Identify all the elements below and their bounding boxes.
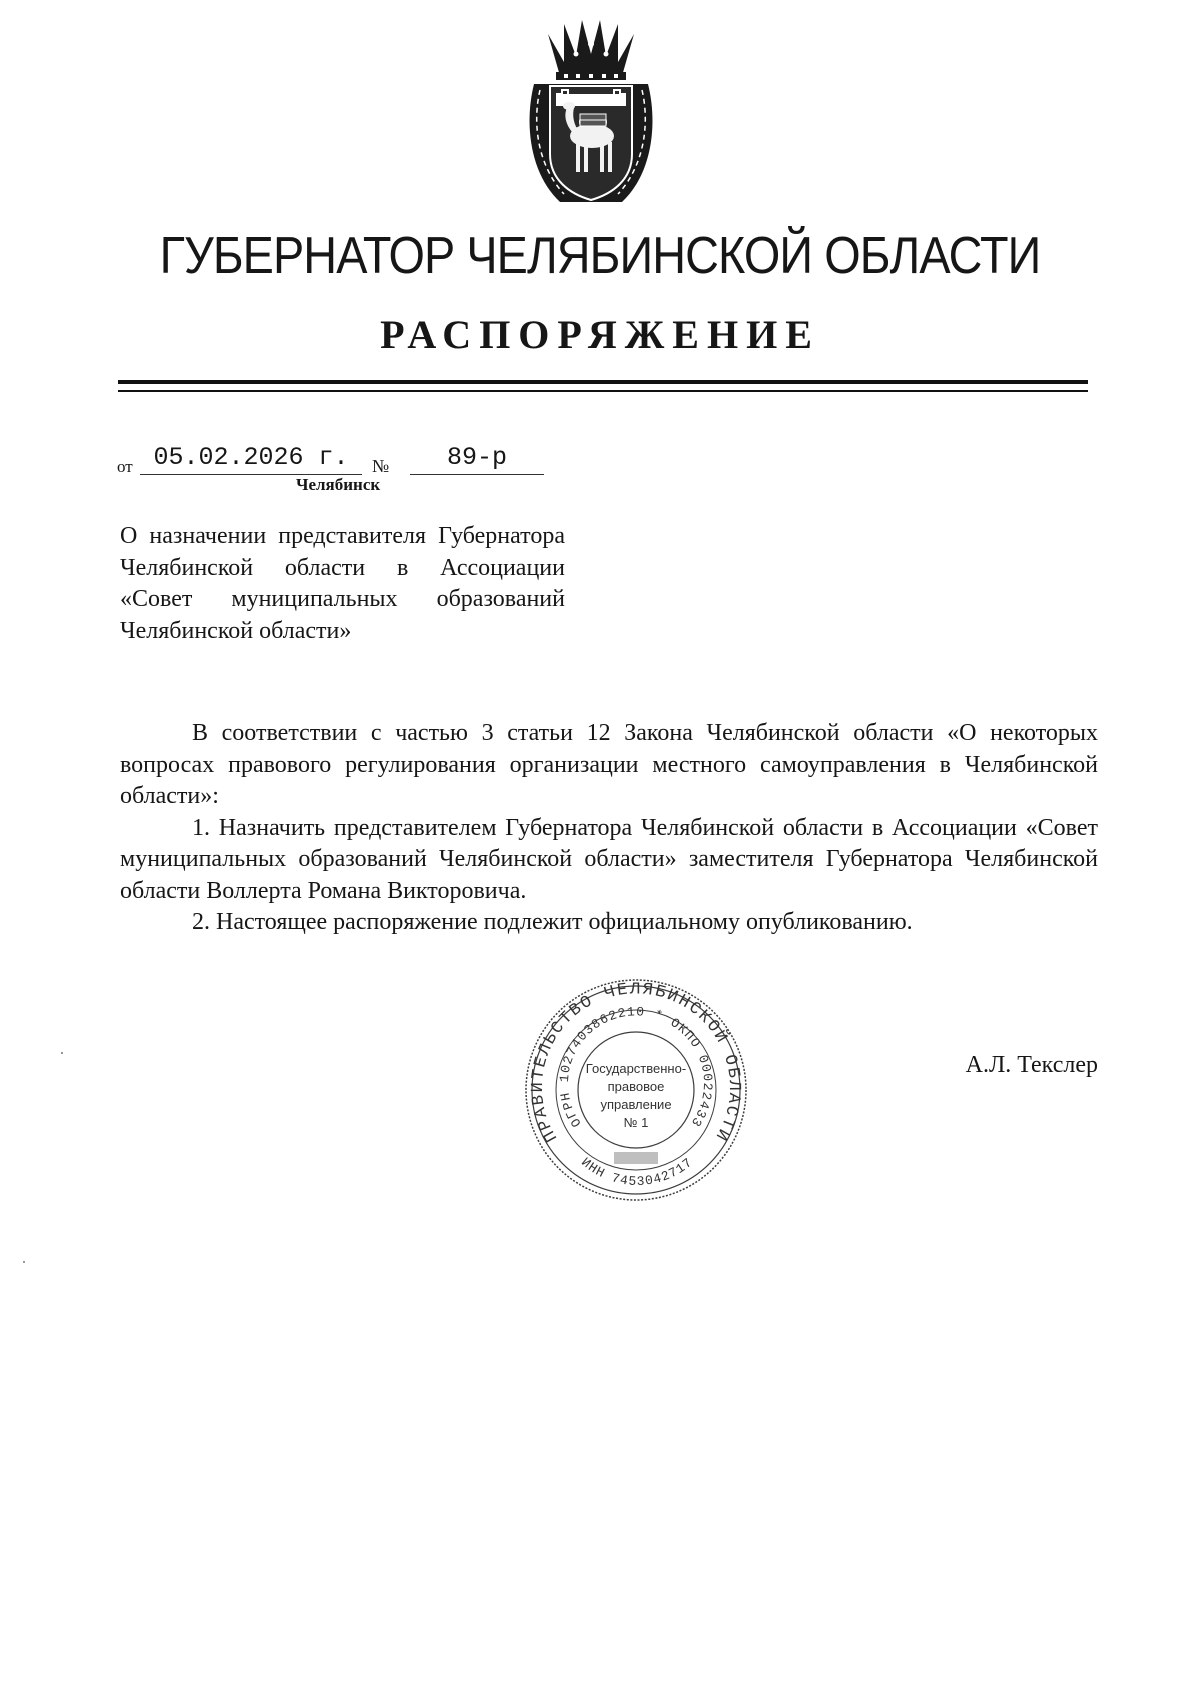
- coat-of-arms-icon: [520, 14, 662, 206]
- stamp-center-line-3: управление: [600, 1097, 672, 1112]
- header-rule-thin: [118, 390, 1088, 392]
- authority-title: ГУБЕРНАТОР ЧЕЛЯБИНСКОЙ ОБЛАСТИ: [159, 227, 1041, 285]
- issue-place: Челябинск: [296, 475, 381, 494]
- document-kind-heading: РАСПОРЯЖЕНИЕ: [380, 312, 820, 357]
- scan-speck: [23, 1261, 25, 1263]
- document-date: 05.02.2026 г.: [140, 442, 362, 475]
- document-subject: О назначении представителя Губернатора Челябинской области в Ассоциации «Совет муниципальных образований Челябинской области»: [120, 523, 565, 644]
- stamp-bottom-ring-text: ИНН 7453042717: [578, 1154, 696, 1190]
- body-item-2: 2. Настоящее распоряжение подлежит официальному опубликованию.: [192, 909, 913, 935]
- scan-speck: [61, 1052, 63, 1054]
- document-number: 89-р: [410, 442, 544, 475]
- stamp-center-line-2: правовое: [607, 1079, 665, 1094]
- stamp-inner-ring-text: ОГРН 1027403862210 * ОКПО 00022433: [556, 1004, 716, 1130]
- header-rule-thick: [118, 380, 1088, 384]
- number-sign-label: №: [372, 456, 390, 476]
- body-item-1: 1. Назначить представителем Губернатора Челябинской области в Ассоциации «Совет муниципальных образований Челябинской области» заместителя Губернатора Челябинской области Воллерта Романа Викторовича.: [120, 814, 1098, 904]
- stamp-center-line-4: № 1: [623, 1115, 649, 1130]
- document-body: [120, 718, 1098, 939]
- body-preamble: В соответствии с частью 3 статьи 12 Закона Челябинской области «О некоторых вопросах правового регулирования организации местного самоуправления в Челябинской области»:: [120, 720, 1098, 809]
- official-stamp-icon: [506, 974, 764, 1204]
- date-prefix-label: от: [117, 457, 133, 476]
- signatory-name: А.Л. Текслер: [965, 1052, 1098, 1078]
- stamp-outer-ring-text: ПРАВИТЕЛЬСТВО ЧЕЛЯБИНСКОЙ ОБЛАСТИ: [528, 980, 744, 1145]
- stamp-center-line-1: Государственно-: [585, 1061, 687, 1076]
